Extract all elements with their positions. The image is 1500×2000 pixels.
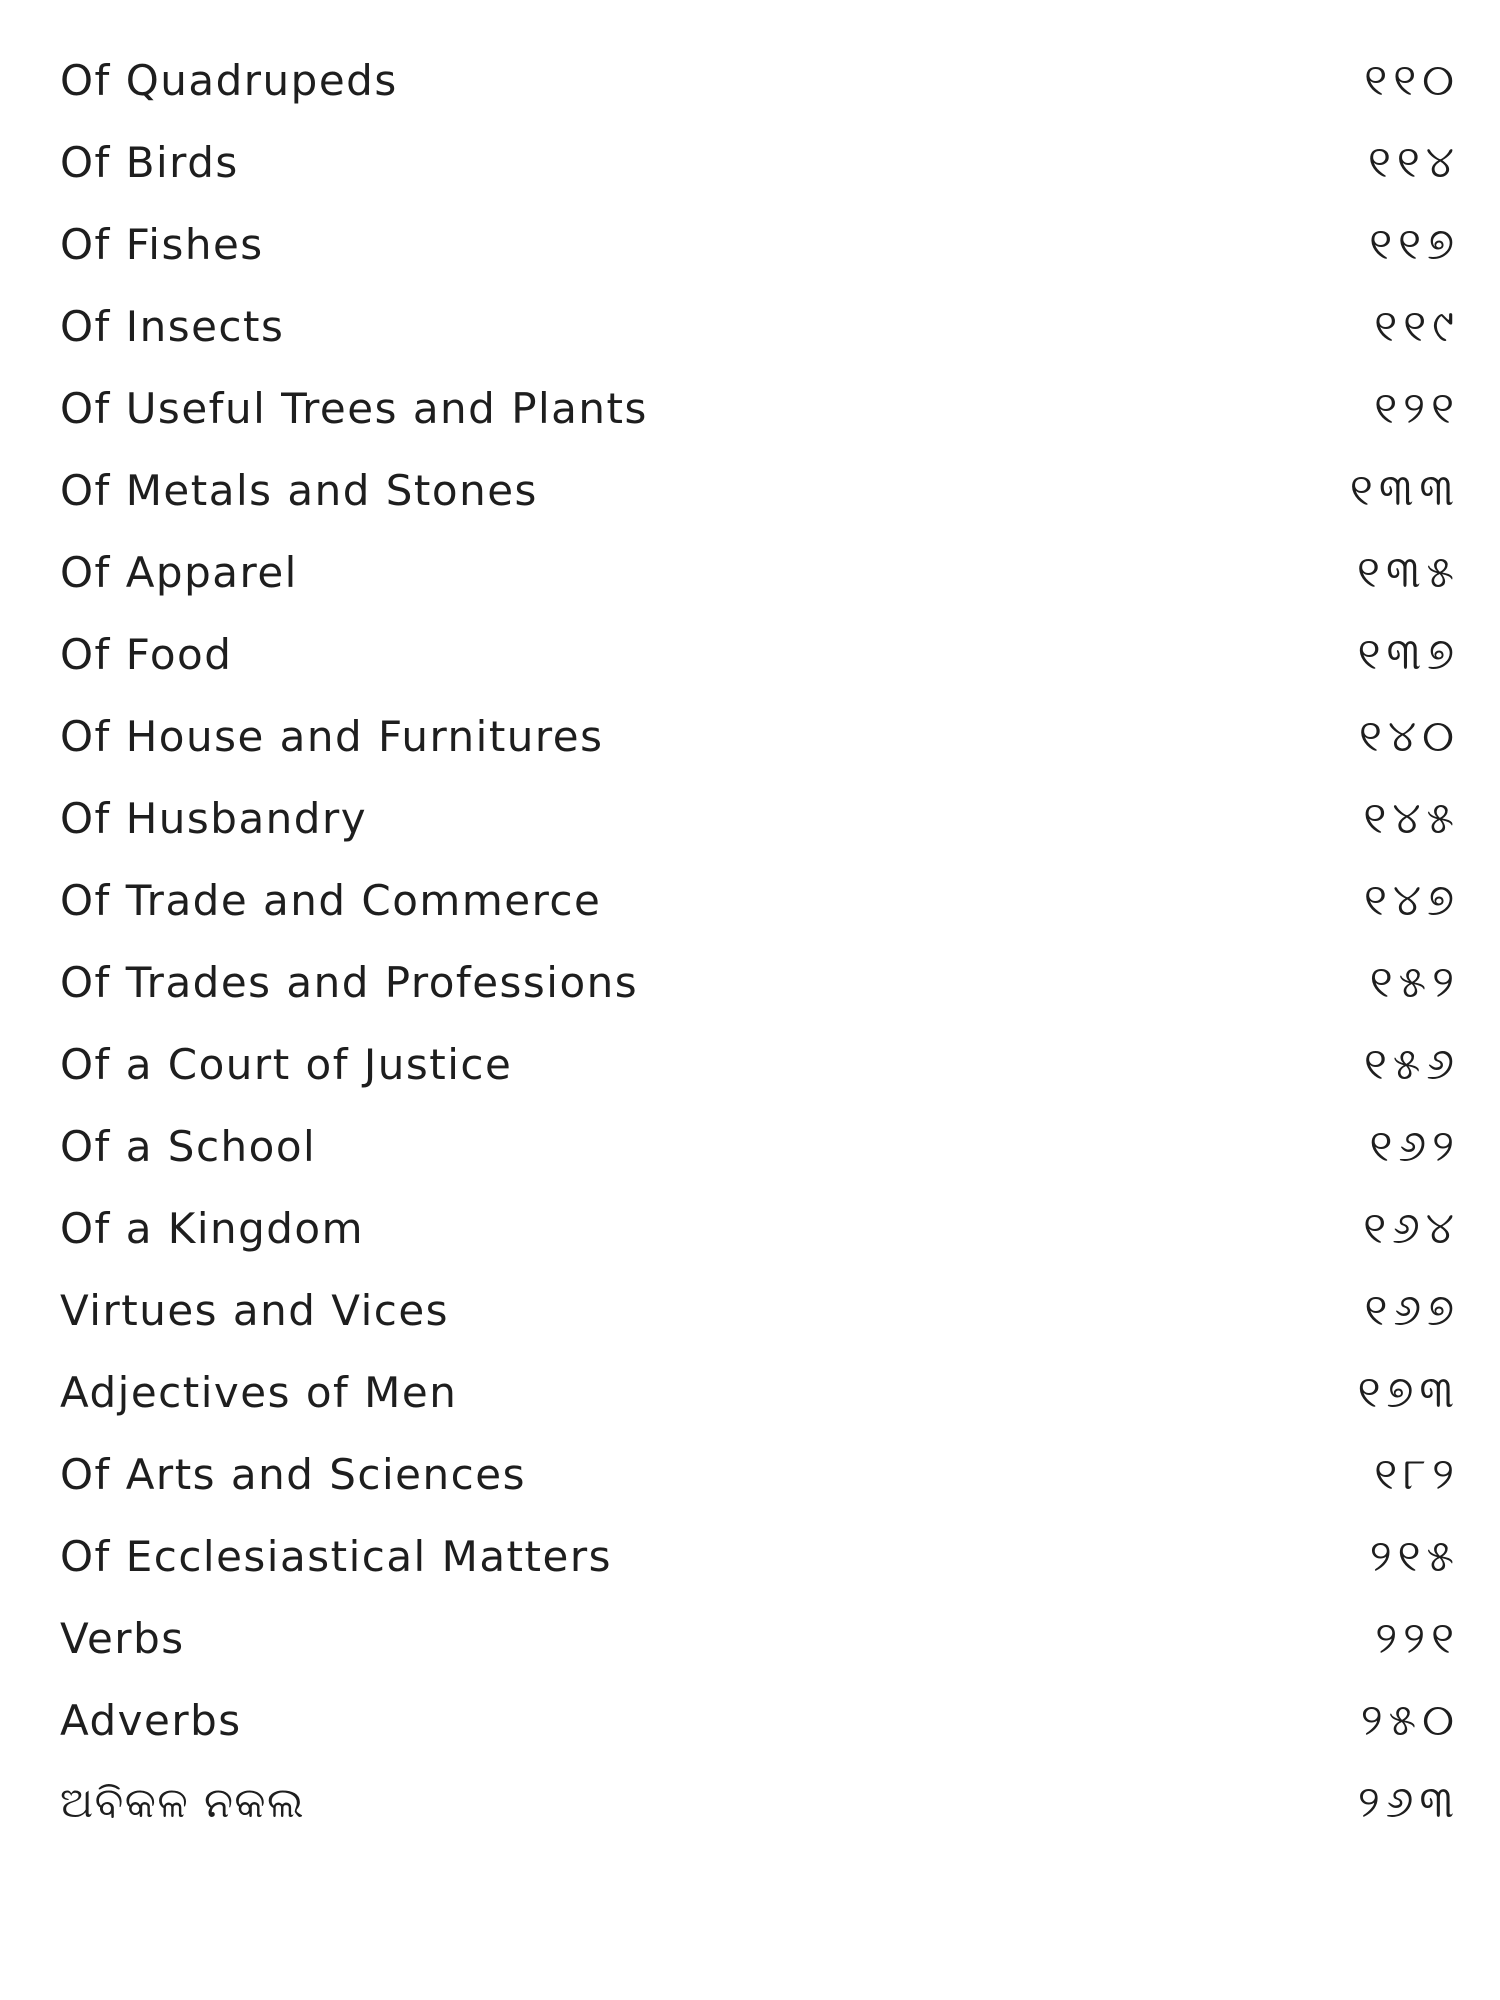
toc-entry [0, 1106, 1500, 1188]
toc-entry [0, 286, 1500, 368]
entry-page-number: ୧୪୦ [1359, 711, 1460, 762]
toc-entry [0, 40, 1500, 122]
toc-entry [0, 532, 1500, 614]
entry-page-number: ୧୮୨ [1374, 1449, 1460, 1500]
entry-title: Of Metals and Stones [60, 466, 538, 515]
toc-entry [0, 1352, 1500, 1434]
entry-title: Of Trade and Commerce [60, 876, 602, 925]
entry-title: Of a Kingdom [60, 1204, 365, 1253]
entry-title: Of a Court of Justice [60, 1040, 513, 1089]
toc-entry [0, 1598, 1500, 1680]
toc-entry [0, 450, 1500, 532]
entry-title: Virtues and Vices [60, 1286, 450, 1335]
toc-entry [0, 122, 1500, 204]
entry-title: Of Birds [60, 138, 239, 187]
entry-page-number: ୨୫୦ [1360, 1695, 1460, 1746]
entry-title: Of Quadrupeds [60, 56, 398, 105]
toc-entry [0, 778, 1500, 860]
toc-entry [0, 1434, 1500, 1516]
entry-title: Adverbs [60, 1696, 242, 1745]
entry-title: Of Useful Trees and Plants [60, 384, 648, 433]
entry-title: Of Apparel [60, 548, 298, 597]
entry-page-number: ୧୩୩ [1349, 465, 1460, 516]
entry-title: Verbs [60, 1614, 185, 1663]
entry-page-number: ୧୪୭ [1363, 875, 1460, 926]
toc-entry [0, 696, 1500, 778]
entry-title: Of Husbandry [60, 794, 368, 843]
toc-entry [0, 1680, 1500, 1762]
toc-entry [0, 204, 1500, 286]
toc-entry [0, 1270, 1500, 1352]
entry-title: Of a School [60, 1122, 317, 1171]
entry-title: Of Trades and Professions [60, 958, 639, 1007]
entry-title: Of Food [60, 630, 233, 679]
entry-page-number: ୧୬୪ [1363, 1203, 1460, 1254]
entry-page-number: ୧୫୬ [1363, 1039, 1460, 1090]
entry-page-number: ୨୧୫ [1369, 1531, 1460, 1582]
toc-entry [0, 860, 1500, 942]
entry-page-number: ୧୭୩ [1357, 1367, 1460, 1418]
toc-entry [0, 1516, 1500, 1598]
toc-entry [0, 1188, 1500, 1270]
entry-title: Of Arts and Sciences [60, 1450, 526, 1499]
entry-page-number: ୧୨୧ [1374, 383, 1460, 434]
toc-entry [0, 942, 1500, 1024]
entry-page-number: ୧୧୦ [1364, 55, 1460, 106]
entry-page-number: ୧୩୭ [1357, 629, 1460, 680]
toc-entry [0, 1762, 1500, 1844]
entry-page-number: ୧୬୨ [1369, 1121, 1460, 1172]
entry-title: ଅବିକଳ ନକଲ [60, 1778, 306, 1827]
entry-page-number: ୧୧୯ [1374, 301, 1460, 352]
entry-title: Of House and Furnitures [60, 712, 604, 761]
entry-title: Of Ecclesiastical Matters [60, 1532, 612, 1581]
entry-page-number: ୧୬୭ [1364, 1285, 1460, 1336]
entry-page-number: ୧୧୪ [1367, 137, 1460, 188]
toc-entry [0, 614, 1500, 696]
entry-page-number: ୧୧୭ [1369, 219, 1460, 270]
toc-entry [0, 368, 1500, 450]
entry-title: Of Insects [60, 302, 285, 351]
entry-title: Adjectives of Men [60, 1368, 458, 1417]
entry-title: Of Fishes [60, 220, 264, 269]
entry-page-number: ୧୪୫ [1363, 793, 1460, 844]
entry-page-number: ୨୨୧ [1375, 1613, 1460, 1664]
entry-page-number: ୧୩୫ [1357, 547, 1460, 598]
toc-entry [0, 1024, 1500, 1106]
entry-page-number: ୨୬୩ [1357, 1777, 1460, 1828]
entry-page-number: ୧୫୨ [1369, 957, 1460, 1008]
